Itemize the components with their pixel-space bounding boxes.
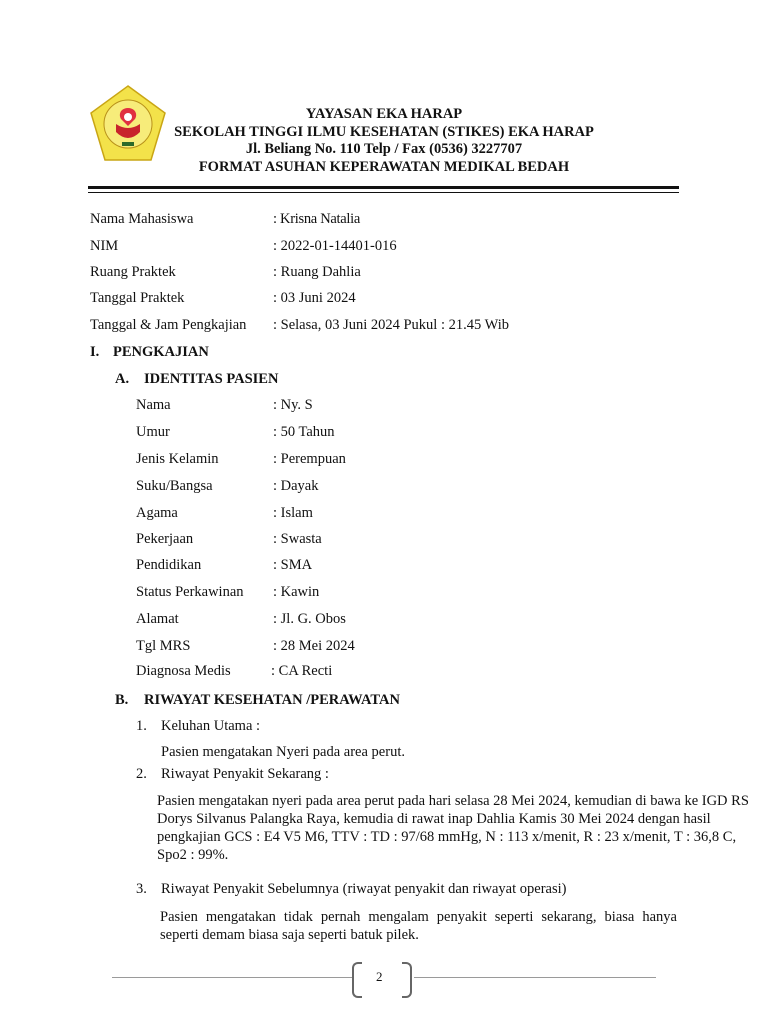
history-3-number: 3.	[136, 881, 147, 897]
section-b-number: B.	[115, 692, 129, 708]
history-2-number: 2.	[136, 766, 147, 782]
section-b-title: RIWAYAT KESEHATAN /PERAWATAN	[144, 692, 400, 708]
history-2-title: Riwayat Penyakit Sekarang :	[161, 766, 329, 782]
history-3-title: Riwayat Penyakit Sebelumnya (riwayat penyakit dan riwayat operasi)	[161, 881, 567, 897]
letterhead	[110, 106, 658, 176]
age-label: Umur	[136, 424, 170, 440]
section-a-title: IDENTITAS PASIEN	[144, 371, 279, 387]
address-value: : Jl. G. Obos	[273, 611, 346, 627]
education-label: Pendidikan	[136, 557, 202, 573]
footer-right-bracket	[402, 962, 412, 998]
age-value: : 50 Tahun	[273, 424, 335, 440]
occupation-label: Pekerjaan	[136, 531, 194, 547]
room-value: : Ruang Dahlia	[273, 264, 361, 280]
practice-date-value: : 03 Juni 2024	[273, 290, 356, 306]
form-title: FORMAT ASUHAN KEPERAWATAN MEDIKAL BEDAH	[198, 158, 570, 175]
history-1-number: 1.	[136, 718, 147, 734]
admission-date-value: : 28 Mei 2024	[273, 638, 355, 654]
religion-value: : Islam	[273, 505, 313, 521]
foundation-name: YAYASAN EKA HARAP	[305, 106, 463, 122]
patient-name-label: Nama	[136, 397, 171, 413]
section-a-number: A.	[115, 371, 130, 387]
assessment-datetime-label: Tanggal & Jam Pengkajian	[90, 317, 247, 333]
marital-status-label: Status Perkawinan	[136, 584, 244, 600]
footer-left-bracket	[352, 962, 362, 998]
ethnicity-value: : Dayak	[273, 478, 319, 494]
student-name-value: : Krisna Natalia	[273, 211, 361, 227]
practice-date-label: Tanggal Praktek	[90, 290, 185, 306]
gender-value: : Perempuan	[273, 451, 346, 467]
history-2-text: Pasien mengatakan nyeri pada area perut pada hari selasa 28 Mei 2024, kemudian di bawa ke IGD RS Dorys Silvanus Palangka Raya, kemudia di rawat inap Dahlia Kamis 30 Mei 2024 dengan hasil pengkajian GCS : E4 V5 M6, TTV : TD : 97/68 mmHg, N : 113 x/menit, R : 23 x/menit, T : 36,8 C, Spo2 : 99%.	[157, 793, 749, 863]
header-rule-thin	[88, 192, 679, 193]
patient-name-value: : Ny. S	[273, 397, 313, 413]
section-1-number: I.	[90, 344, 100, 360]
diagnosis-value: : CA Recti	[271, 663, 333, 679]
history-1-title: Keluhan Utama :	[161, 718, 261, 734]
diagnosis-label: Diagnosa Medis	[136, 663, 231, 679]
room-label: Ruang Praktek	[90, 264, 176, 280]
footer-line-left	[112, 977, 352, 978]
religion-label: Agama	[136, 505, 178, 521]
school-name: SEKOLAH TINGGI ILMU KESEHATAN (STIKES) EKA HARAP	[174, 123, 594, 140]
education-value: : SMA	[273, 557, 313, 573]
admission-date-label: Tgl MRS	[136, 638, 191, 654]
marital-status-value: : Kawin	[273, 584, 320, 600]
nim-label: NIM	[90, 238, 119, 254]
student-name-label: Nama Mahasiswa	[90, 211, 194, 227]
history-3-text: Pasien mengatakan tidak pernah mengalam penyakit seperti sekarang, biasa hanya seperti demam biasa saja seperti batuk pilek.	[160, 909, 677, 943]
footer-line-right	[414, 977, 656, 978]
assessment-datetime-value: : Selasa, 03 Juni 2024 Pukul : 21.45 Wib	[273, 317, 509, 333]
history-1-text: Pasien mengatakan Nyeri pada area perut.	[161, 744, 405, 760]
section-1-title: PENGKAJIAN	[113, 344, 209, 360]
occupation-value: : Swasta	[273, 531, 322, 547]
address-label: Alamat	[136, 611, 179, 627]
ethnicity-label: Suku/Bangsa	[136, 478, 213, 494]
gender-label: Jenis Kelamin	[136, 451, 219, 467]
header-rule-thick	[88, 186, 679, 189]
page-number: 2	[376, 969, 383, 984]
nim-value: : 2022-01-14401-016	[273, 238, 397, 254]
school-address: Jl. Beliang No. 110 Telp / Fax (0536) 3227707	[245, 141, 523, 157]
